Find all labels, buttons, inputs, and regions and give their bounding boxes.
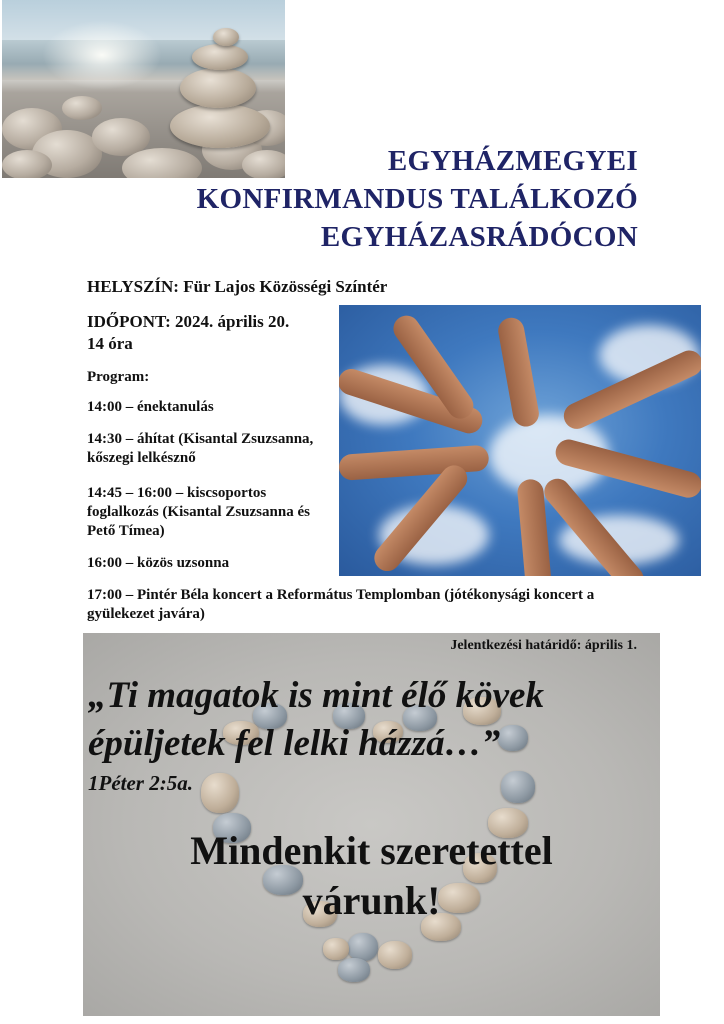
- quote-text: „Ti magatok is mint élő kövek épüljetek fel lelki házzá…”: [88, 675, 544, 764]
- time-block: [87, 311, 289, 355]
- title-line-3: EGYHÁZASRÁDÓCON: [320, 221, 638, 253]
- welcome-line-1: Mindenkit szeretettel: [190, 828, 553, 873]
- program-heading: Program:: [87, 369, 150, 385]
- program-item: 17:00 – Pintér Béla koncert a Református Templomban (jótékonysági koncert a gyülekezet javára): [87, 587, 595, 622]
- time-hour: 14 óra: [87, 334, 133, 353]
- title-line-1: EGYHÁZMEGYEI: [387, 145, 638, 177]
- registration-deadline: Jelentkezési határidő: április 1.: [450, 638, 637, 653]
- program-item: 14:30 – áhítat (Kisantal Zsuzsanna, kőszegi lelkésznő: [87, 431, 314, 466]
- welcome-message: [83, 826, 660, 926]
- program-item: 14:00 – énektanulás: [87, 399, 214, 415]
- photo-sun-glow: [42, 20, 162, 90]
- time-date: IDŐPONT: 2024. április 20.: [87, 312, 290, 331]
- page-title: [78, 142, 638, 256]
- quote-reference: 1Péter 2:5a.: [88, 771, 193, 795]
- hands-star-photo: [339, 305, 701, 576]
- location-text: HELYSZÍN: Für Lajos Közösségi Színtér: [87, 277, 388, 296]
- welcome-line-2: várunk!: [302, 878, 441, 923]
- title-line-2: KONFIRMANDUS TALÁLKOZÓ: [196, 183, 638, 215]
- program-item: 16:00 – közös uzsonna: [87, 555, 230, 571]
- bible-quote: [88, 672, 658, 796]
- program-item: 14:45 – 16:00 – kiscsoportos foglalkozás (Kisantal Zsuzsanna és Pető Tímea): [87, 485, 310, 539]
